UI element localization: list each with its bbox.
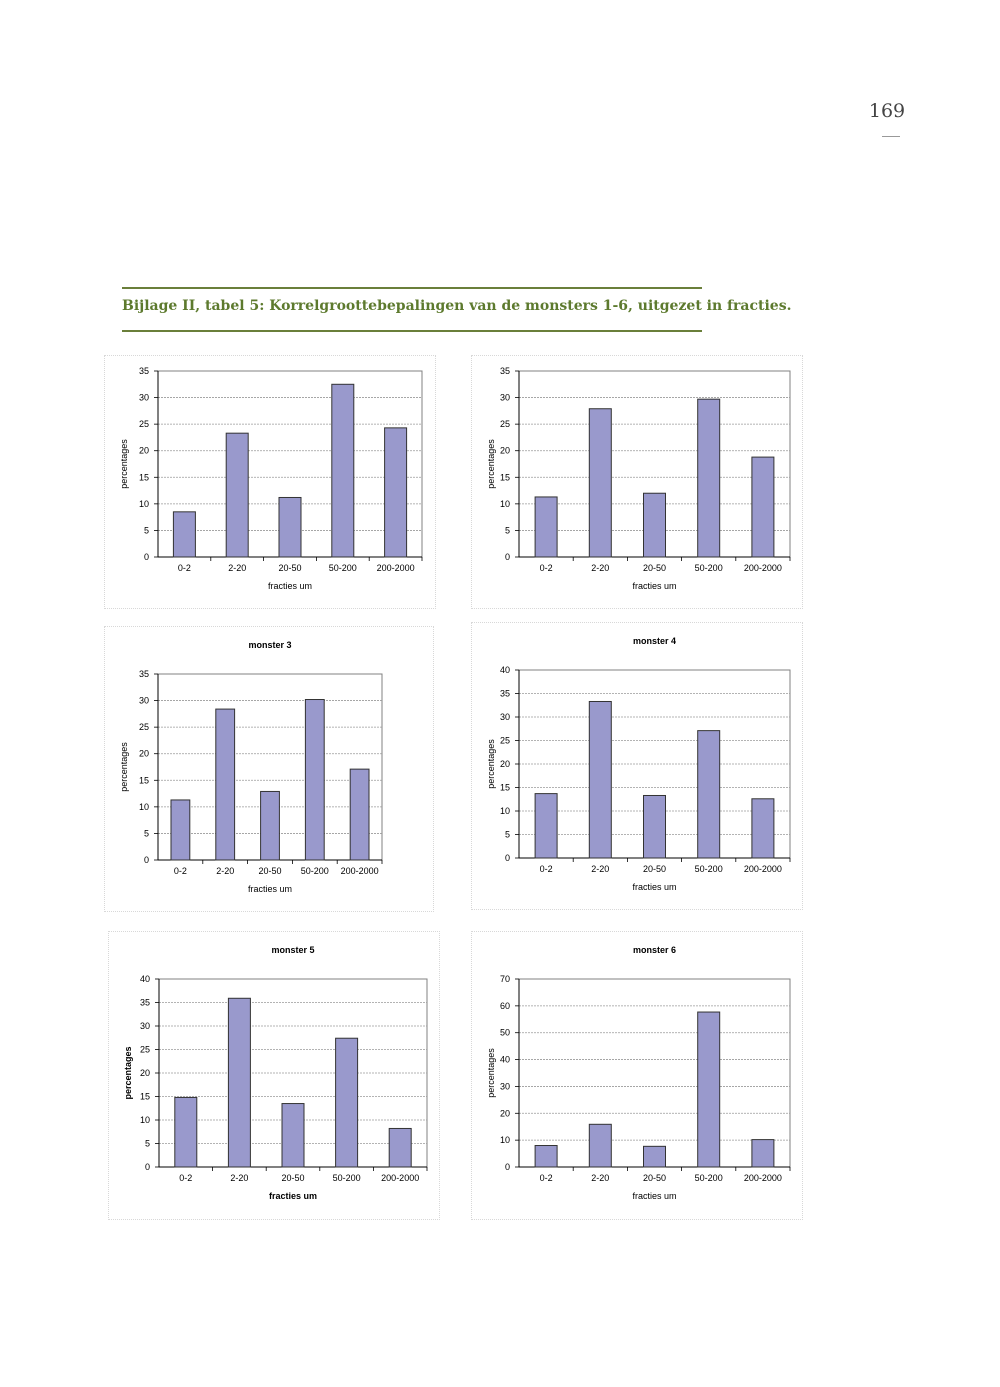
y-tick-label: 30	[138, 392, 149, 403]
chart-2	[472, 356, 802, 608]
y-tick-label: 35	[139, 997, 150, 1008]
y-tick-label: 25	[138, 419, 149, 430]
caption: Bijlage II, tabel 5: Korrelgroottebepalingen van de monsters 1-6, uitgezet in fracties.	[122, 298, 792, 314]
bar-50-200	[305, 700, 324, 860]
y-tick-label: 40	[139, 974, 150, 984]
x-tick-label: 200-2000	[340, 866, 379, 876]
bar-20-50	[261, 791, 280, 860]
bar-0-2	[535, 1146, 557, 1167]
y-axis-title: percentages	[119, 439, 129, 489]
y-tick-label: 30	[138, 695, 149, 706]
y-tick-label: 40	[499, 665, 510, 675]
y-tick-label: 30	[499, 1081, 510, 1092]
bar-2-20	[226, 433, 248, 557]
x-tick-label: 50-200	[694, 563, 723, 573]
y-axis-title: percentages	[486, 739, 496, 789]
chart-panel-6	[471, 931, 803, 1220]
bar-20-50	[644, 795, 666, 858]
y-tick-label: 30	[499, 392, 510, 403]
y-tick-label: 25	[138, 722, 149, 733]
caption-rule-top	[122, 287, 702, 289]
bar-20-50	[279, 497, 301, 557]
y-tick-label: 0	[504, 552, 510, 562]
x-tick-label: 0-2	[173, 866, 187, 876]
y-tick-label: 10	[138, 801, 149, 812]
chart-title: monster 5	[271, 945, 315, 955]
bar-20-50	[644, 493, 666, 557]
y-tick-label: 40	[499, 1054, 510, 1065]
x-axis-title: fracties um	[632, 581, 677, 591]
y-tick-label: 20	[139, 1068, 150, 1078]
x-tick-label: 50-200	[694, 864, 723, 874]
bar-2-20	[589, 409, 611, 557]
bar-20-50	[282, 1104, 304, 1167]
y-tick-label: 25	[139, 1044, 150, 1055]
x-tick-label: 0-2	[539, 1173, 553, 1183]
y-axis-title: percentages	[486, 1048, 496, 1098]
caption-rule-bottom	[122, 330, 702, 332]
x-tick-label: 2-20	[228, 563, 247, 573]
y-tick-label: 15	[499, 472, 510, 483]
y-axis-title: percentages	[486, 439, 496, 489]
y-tick-label: 70	[499, 974, 510, 984]
x-tick-label: 0-2	[539, 864, 553, 874]
y-tick-label: 20	[138, 445, 149, 456]
x-tick-label: 20-50	[258, 866, 282, 876]
y-tick-label: 15	[138, 775, 149, 786]
y-tick-label: 50	[499, 1027, 510, 1038]
x-tick-label: 200-2000	[381, 1173, 420, 1183]
x-tick-label: 2-20	[230, 1173, 249, 1183]
y-tick-label: 30	[139, 1021, 150, 1031]
bar-2-20	[589, 701, 611, 858]
y-tick-label: 35	[138, 669, 149, 679]
y-tick-label: 10	[499, 1135, 510, 1146]
y-tick-label: 10	[499, 806, 510, 816]
y-tick-label: 0	[504, 853, 510, 863]
y-tick-label: 10	[139, 1115, 150, 1125]
y-tick-label: 25	[499, 735, 510, 746]
y-tick-label: 0	[143, 552, 149, 562]
y-tick-label: 10	[499, 498, 510, 509]
chart-panel-4	[471, 622, 803, 910]
bar-0-2	[173, 512, 195, 557]
x-tick-label: 50-200	[694, 1173, 723, 1183]
chart-panel-3	[104, 626, 434, 912]
y-tick-label: 5	[504, 525, 510, 536]
chart-5	[109, 932, 439, 1219]
y-tick-label: 0	[143, 855, 149, 865]
bar-0-2	[175, 1097, 197, 1167]
x-tick-label: 2-20	[591, 1173, 610, 1183]
y-tick-label: 20	[499, 445, 510, 456]
x-tick-label: 50-200	[300, 866, 329, 876]
bar-50-200	[698, 1012, 720, 1167]
bar-20-50	[644, 1146, 666, 1167]
y-axis-title: percentages	[123, 1046, 133, 1100]
x-tick-label: 20-50	[281, 1173, 305, 1183]
chart-3	[105, 627, 433, 911]
x-axis-title: fracties um	[247, 884, 293, 894]
y-axis-title: percentages	[119, 742, 129, 792]
bar-50-200	[698, 731, 720, 858]
bar-200-2000	[752, 1140, 774, 1167]
y-tick-label: 60	[499, 1000, 510, 1011]
bar-200-2000	[350, 769, 369, 860]
x-tick-label: 2-20	[216, 866, 235, 876]
y-tick-label: 30	[499, 712, 510, 722]
y-tick-label: 20	[499, 759, 510, 769]
x-tick-label: 0-2	[177, 563, 191, 573]
y-tick-label: 20	[499, 1108, 510, 1119]
y-tick-label: 5	[504, 829, 510, 840]
chart-title: monster 4	[632, 636, 677, 646]
y-tick-label: 15	[138, 472, 149, 483]
chart-4	[472, 623, 802, 909]
bar-200-2000	[752, 457, 774, 557]
x-tick-label: 2-20	[591, 864, 610, 874]
x-tick-label: 2-20	[591, 563, 610, 573]
page-number: 169	[868, 100, 906, 122]
x-tick-label: 0-2	[179, 1173, 193, 1183]
chart-6	[472, 932, 802, 1219]
y-tick-label: 5	[143, 828, 149, 839]
bar-200-2000	[385, 428, 407, 557]
bar-50-200	[332, 384, 354, 557]
page-number-rule	[882, 136, 900, 137]
bar-50-200	[698, 399, 720, 557]
x-tick-label: 50-200	[332, 1173, 361, 1183]
bar-200-2000	[389, 1128, 411, 1167]
x-axis-title: fracties um	[632, 1191, 677, 1201]
bar-0-2	[535, 497, 557, 557]
y-tick-label: 35	[499, 688, 510, 699]
y-tick-label: 35	[138, 366, 149, 376]
bar-2-20	[589, 1124, 611, 1167]
bar-2-20	[228, 998, 250, 1167]
x-tick-label: 200-2000	[376, 563, 415, 573]
bar-50-200	[336, 1038, 358, 1167]
x-tick-label: 20-50	[642, 563, 667, 573]
x-tick-label: 20-50	[278, 563, 302, 573]
plot-area	[519, 979, 790, 1167]
x-tick-label: 200-2000	[743, 864, 782, 874]
y-tick-label: 5	[143, 525, 149, 536]
bar-0-2	[171, 800, 190, 860]
bar-2-20	[216, 709, 235, 860]
x-axis-title: fracties um	[268, 1191, 318, 1201]
y-tick-label: 5	[144, 1138, 150, 1149]
y-tick-label: 25	[499, 419, 510, 430]
x-tick-label: 20-50	[642, 864, 667, 874]
y-tick-label: 15	[499, 782, 510, 793]
y-tick-label: 20	[138, 748, 149, 759]
x-tick-label: 50-200	[328, 563, 357, 573]
chart-panel-2	[471, 355, 803, 609]
x-axis-title: fracties um	[632, 882, 677, 892]
chart-title: monster 3	[248, 640, 292, 650]
y-tick-label: 10	[138, 498, 149, 509]
x-tick-label: 20-50	[642, 1173, 667, 1183]
chart-title: monster 6	[632, 945, 677, 955]
bar-0-2	[535, 794, 557, 858]
x-tick-label: 200-2000	[743, 563, 782, 573]
y-tick-label: 35	[499, 366, 510, 376]
y-tick-label: 0	[504, 1162, 510, 1172]
x-tick-label: 0-2	[539, 563, 553, 573]
chart-panel-5	[108, 931, 440, 1220]
x-axis-title: fracties um	[267, 581, 313, 591]
y-tick-label: 15	[139, 1091, 150, 1102]
bar-200-2000	[752, 799, 774, 858]
x-tick-label: 200-2000	[743, 1173, 782, 1183]
y-tick-label: 0	[144, 1162, 150, 1172]
chart-panel-1	[104, 355, 436, 609]
chart-1	[105, 356, 435, 608]
